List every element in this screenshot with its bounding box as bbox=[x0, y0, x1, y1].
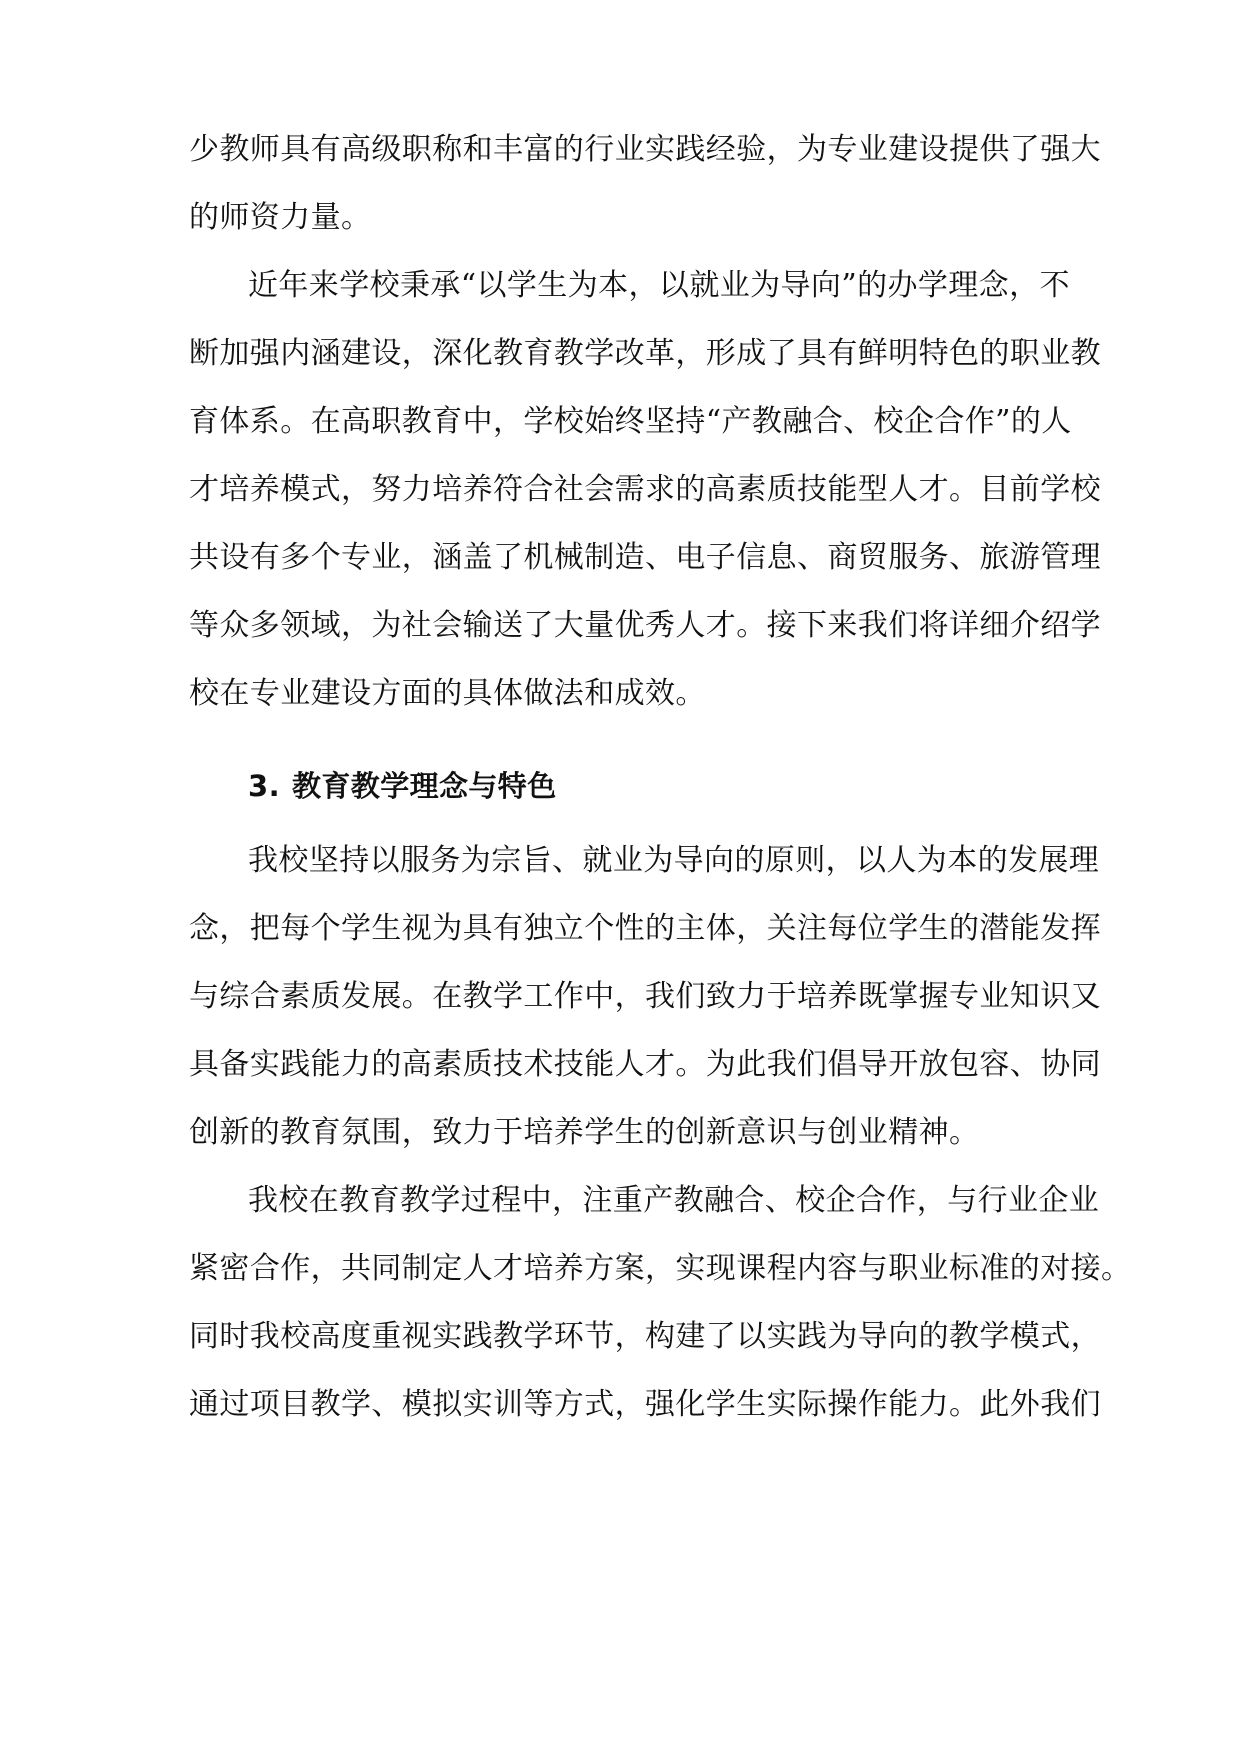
paragraph-line: 断加强内涵建设，深化教育教学改革，形成了具有鲜明特色的职业教 bbox=[189, 336, 1101, 371]
paragraph-line: 近年来学校秉承“以学生为本，以就业为导向”的办学理念，不 bbox=[248, 268, 1070, 303]
section-heading bbox=[248, 768, 557, 804]
paragraph-line: 少教师具有高级职称和丰富的行业实践经验，为专业建设提供了强大 bbox=[189, 132, 1101, 167]
paragraph-line: 创新的教育氛围，致力于培养学生的创新意识与创业精神。 bbox=[189, 1115, 980, 1150]
paragraph-line: 通过项目教学、模拟实训等方式，强化学生实际操作能力。此外我们 bbox=[189, 1387, 1101, 1422]
paragraph-line: 紧密合作，共同制定人才培养方案，实现课程内容与职业标准的对接。 bbox=[189, 1251, 1132, 1286]
paragraph-line: 育体系。在高职教育中，学校始终坚持“产教融合、校企合作”的人 bbox=[189, 404, 1072, 439]
paragraph-line: 我校坚持以服务为宗旨、就业为导向的原则，以人为本的发展理 bbox=[248, 843, 1100, 878]
paragraph-line: 才培养模式，努力培养符合社会需求的高素质技能型人才。目前学校 bbox=[189, 472, 1101, 507]
paragraph-line: 校在专业建设方面的具体做法和成效。 bbox=[189, 676, 706, 711]
paragraph-line: 我校在教育教学过程中，注重产教融合、校企合作，与行业企业 bbox=[248, 1183, 1100, 1218]
paragraph-line: 具备实践能力的高素质技术技能人才。为此我们倡导开放包容、协同 bbox=[189, 1047, 1101, 1082]
paragraph-line: 念，把每个学生视为具有独立个性的主体，关注每位学生的潜能发挥 bbox=[189, 911, 1101, 946]
paragraph-line: 同时我校高度重视实践教学环节，构建了以实践为导向的教学模式， bbox=[189, 1319, 1101, 1354]
paragraph-line: 的师资力量。 bbox=[189, 200, 372, 235]
paragraph-line: 等众多领域，为社会输送了大量优秀人才。接下来我们将详细介绍学 bbox=[189, 608, 1101, 643]
paragraph-line: 与综合素质发展。在教学工作中，我们致力于培养既掌握专业知识又 bbox=[189, 979, 1101, 1014]
section-number: 3. bbox=[248, 769, 280, 803]
paragraph-line: 共设有多个专业，涵盖了机械制造、电子信息、商贸服务、旅游管理 bbox=[189, 540, 1101, 575]
section-title: 教育教学理念与特色 bbox=[292, 769, 557, 803]
